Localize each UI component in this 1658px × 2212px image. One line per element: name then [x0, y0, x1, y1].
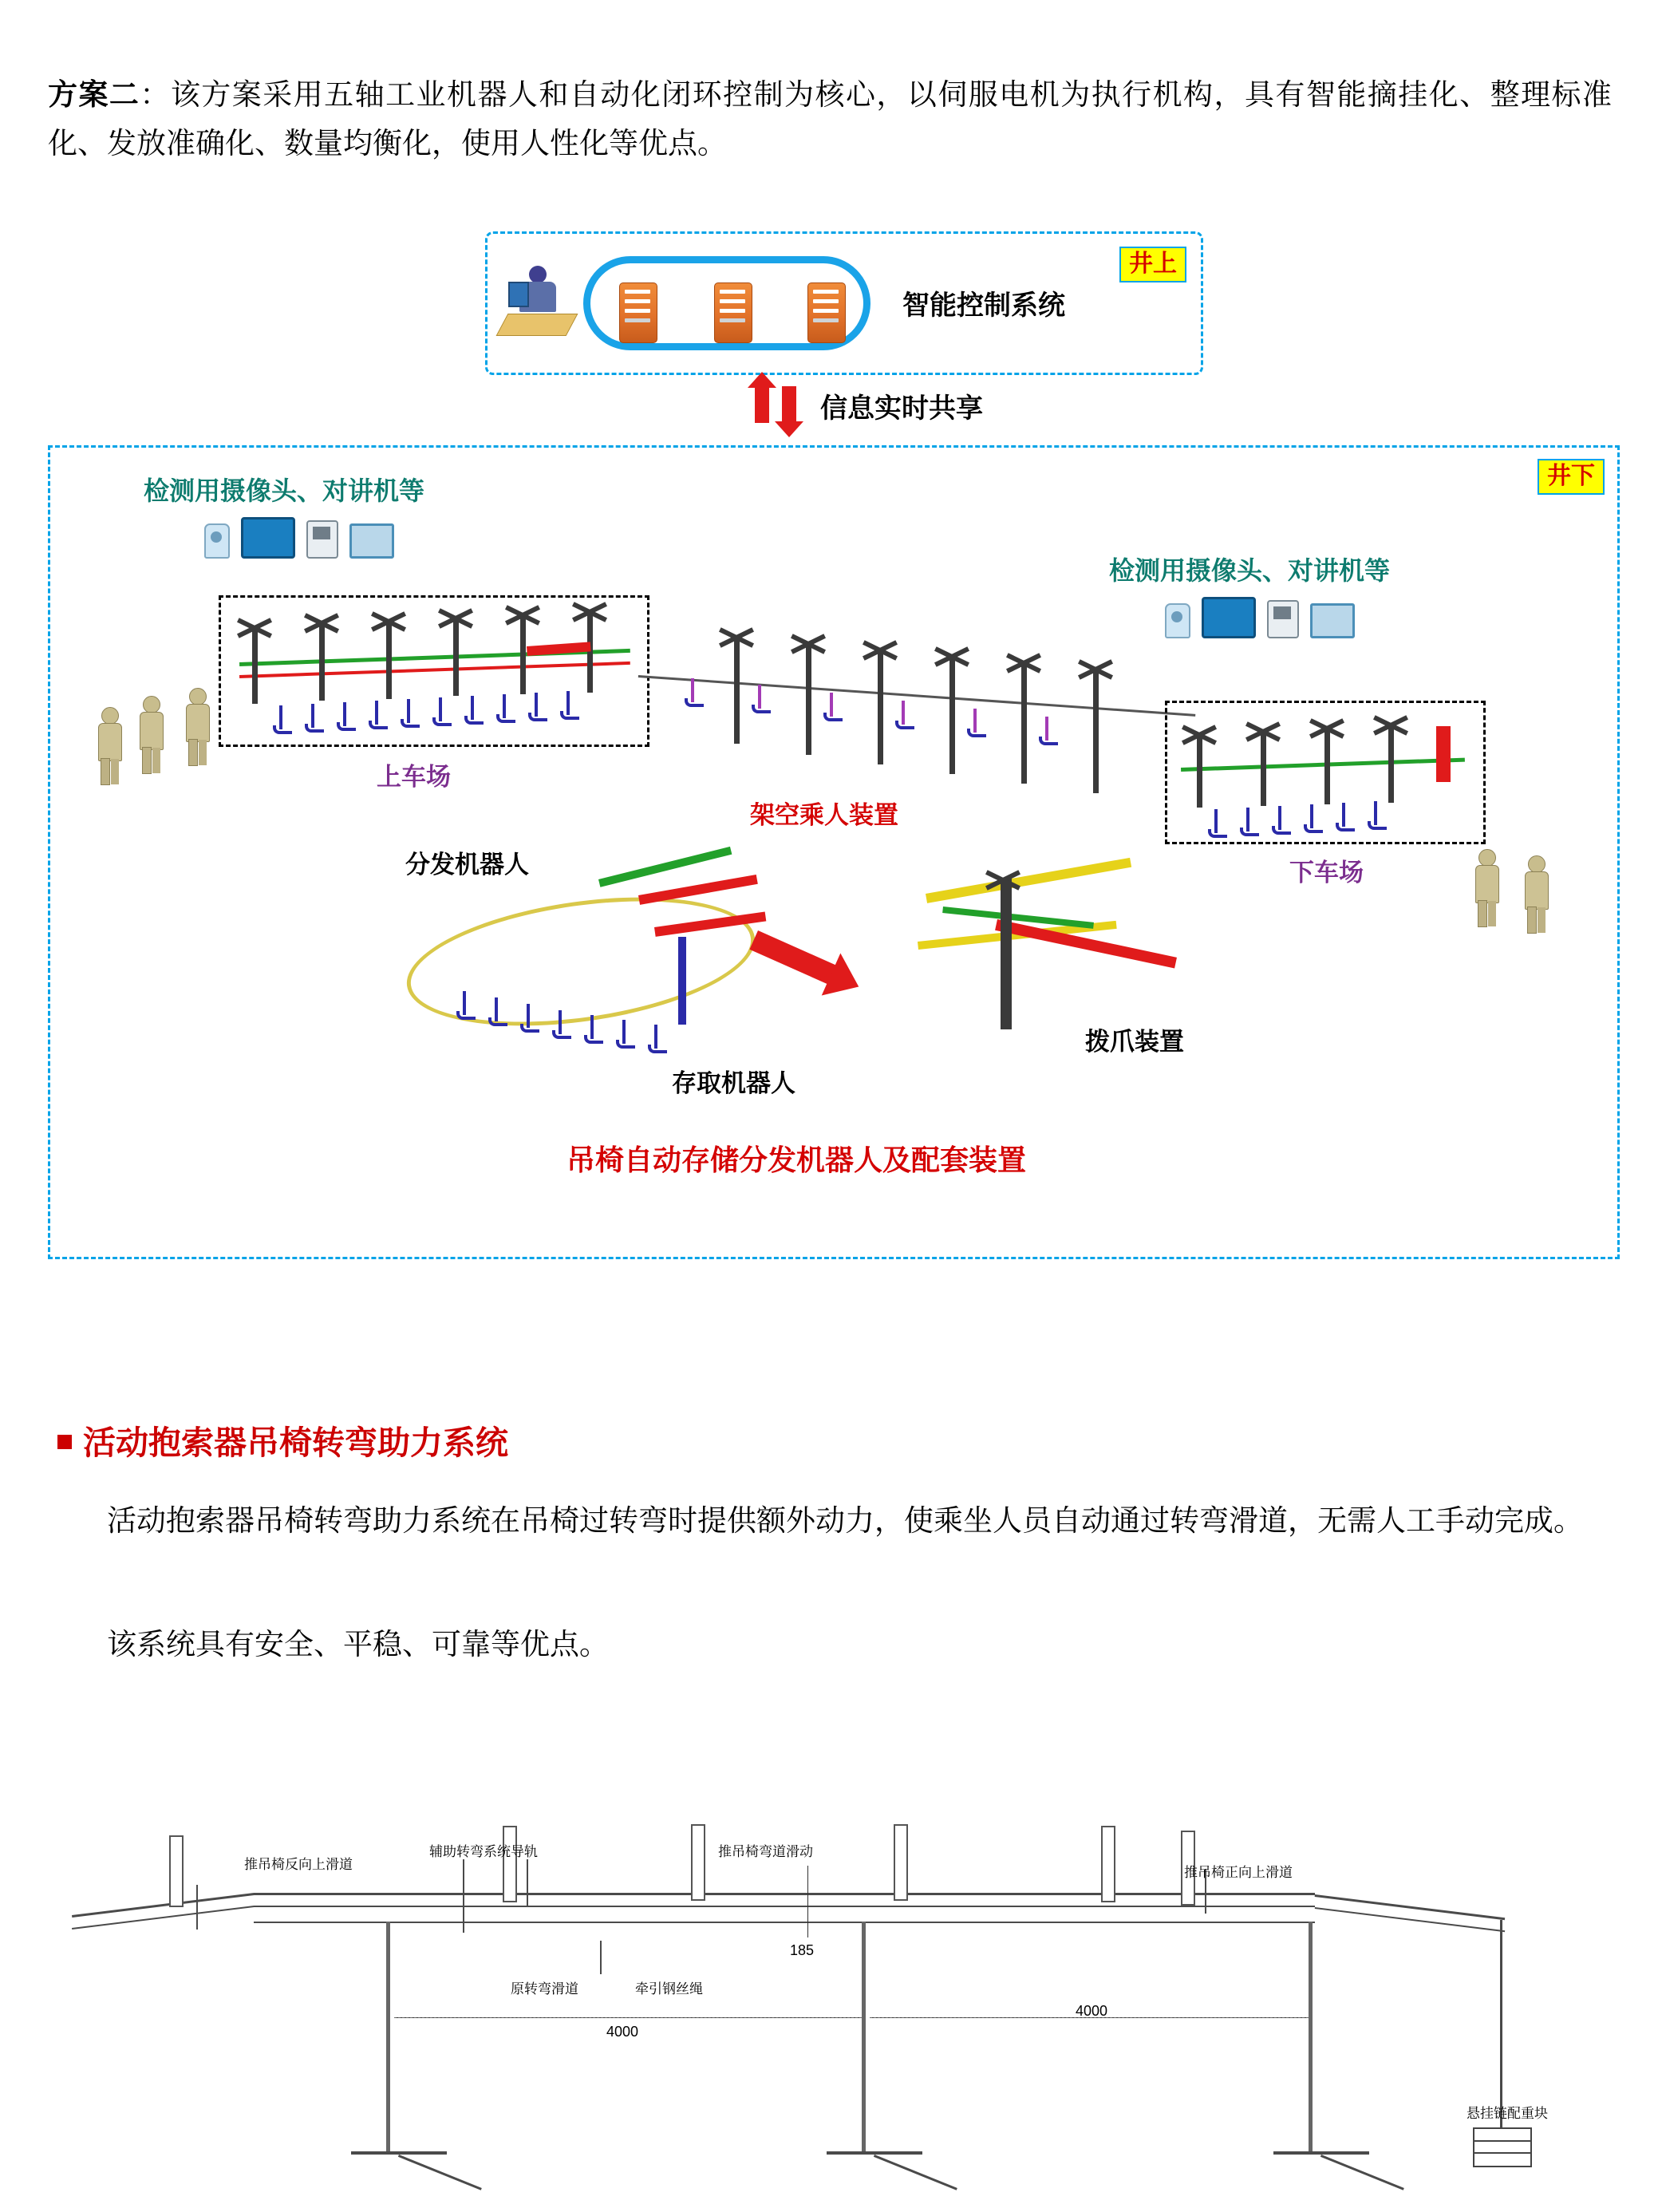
rail-left-incline-2	[72, 1906, 255, 1930]
camera-icon	[1165, 603, 1190, 638]
rail-main-top	[254, 1893, 1315, 1895]
hanging-chair	[1214, 809, 1218, 833]
paragraph-1-text: 活动抱索器吊椅转弯助力系统在吊椅过转弯时提供额外动力，使乘坐人员自动通过转弯滑道，无需人工手动完成。	[107, 1505, 1583, 1538]
hanging-chair	[973, 709, 977, 733]
system-architecture-figure	[48, 231, 1620, 1261]
leader-line	[463, 1859, 464, 1933]
rail-right-incline-2	[1315, 1907, 1505, 1932]
underground-zone-tag: 井下	[1538, 459, 1605, 495]
cameras-right-label: 检测用摄像头、对讲机等	[1109, 556, 1391, 585]
claw-column	[1001, 878, 1012, 1029]
intro-lead: 方案二	[48, 79, 140, 112]
stand-leg	[862, 1922, 866, 2153]
hanging-chair	[566, 691, 570, 715]
operator-illustration	[502, 255, 575, 342]
hanging-chair	[343, 702, 346, 726]
label-forward-ramp: 推吊椅正向上滑道	[1184, 1865, 1293, 1880]
reference-dash-left	[394, 2017, 862, 2018]
tablet-icon	[1310, 603, 1355, 638]
miner-legs	[1478, 900, 1487, 927]
upper-station-label: 上车场	[377, 763, 451, 791]
stand-leg	[1309, 1922, 1313, 2153]
section-paragraph-2	[48, 1621, 1612, 1669]
dimension-185: 185	[790, 1942, 815, 1958]
rail-left-incline	[72, 1893, 255, 1918]
rail-main-mid	[254, 1906, 1315, 1907]
support-mast	[1197, 733, 1202, 808]
monitor-icon	[241, 517, 295, 559]
miner-legs	[142, 747, 152, 774]
desk-shape	[496, 314, 578, 336]
support-post	[169, 1835, 184, 1907]
miner-head	[143, 696, 160, 713]
hanging-chair	[1278, 806, 1281, 830]
surface-zone-box	[485, 231, 1203, 375]
section-paragraph-1	[48, 1498, 1612, 1546]
stand-brace	[1320, 2155, 1404, 2190]
arrow-up-icon	[755, 386, 769, 423]
stand-leg	[386, 1922, 390, 2153]
rail-right-incline	[1315, 1894, 1506, 1920]
reference-dash-right	[870, 2017, 1309, 2018]
access-robot-label: 存取机器人	[672, 1069, 795, 1097]
support-mast	[1093, 667, 1099, 793]
support-mast	[734, 635, 740, 744]
hanging-chair	[590, 1015, 594, 1039]
counterweight-rope	[1500, 1920, 1502, 2129]
label-original-curve: 原转弯滑道	[511, 1981, 578, 1997]
hanging-chair	[311, 704, 314, 728]
server-group-oval	[583, 256, 870, 350]
miner-body	[140, 712, 164, 750]
control-system-label: 智能控制系统	[902, 291, 1065, 321]
camera-icons-right	[1165, 597, 1355, 638]
support-post	[691, 1824, 705, 1901]
support-mast	[1021, 661, 1027, 784]
hanging-chair	[1310, 804, 1313, 828]
hanging-chair	[535, 693, 538, 717]
rail-main-bottom	[254, 1922, 1315, 1923]
overhead-device-label: 架空乘人装置	[750, 801, 898, 829]
label-traction-rope: 牵引钢丝绳	[635, 1981, 703, 1997]
dimension-4000-right: 4000	[1076, 2003, 1108, 2019]
miner-legs	[188, 739, 198, 766]
operator-monitor-icon	[508, 282, 529, 307]
miner-body	[98, 723, 122, 761]
server-icon	[807, 282, 846, 343]
hanging-chair	[495, 997, 498, 1021]
hanging-chair	[1342, 803, 1345, 827]
hanging-chair	[1246, 808, 1249, 831]
hanging-chair	[1374, 801, 1377, 825]
miner-head	[1528, 855, 1545, 873]
support-mast	[252, 626, 258, 704]
robot-column	[678, 937, 686, 1025]
hanging-chair	[503, 694, 506, 718]
hanging-chair	[830, 693, 833, 717]
label-counterweight: 悬挂链配重块	[1467, 2106, 1548, 2121]
miner-figure	[96, 707, 123, 784]
miner-body	[1525, 871, 1549, 910]
intercom-icon	[306, 520, 338, 559]
label-curve-slide: 推吊椅弯道滑动	[718, 1844, 813, 1859]
support-mast	[1261, 729, 1266, 806]
stand-brace	[398, 2155, 482, 2190]
stand-brace	[874, 2155, 957, 2190]
support-post	[503, 1826, 517, 1902]
operator-head	[529, 266, 547, 283]
miner-body	[186, 704, 210, 742]
leader-line	[527, 1859, 528, 1907]
support-mast	[453, 616, 459, 696]
miner-figure	[137, 696, 164, 772]
hanging-chair	[559, 1010, 562, 1034]
intro-text: ：该方案采用五轴工业机器人和自动化闭环控制为核心，以伺服电机为执行机构，具有智能摘挂化、整理标准化、发放准确化、数量均衡化，使用人性化等优点。	[48, 79, 1613, 161]
cameras-left-label: 检测用摄像头、对讲机等	[144, 476, 425, 505]
miner-head	[101, 707, 119, 725]
hanging-chair	[375, 701, 378, 725]
miner-legs	[101, 758, 110, 785]
info-share-label: 信息实时共享	[820, 394, 983, 424]
intro-paragraph	[48, 71, 1612, 168]
server-icon	[619, 282, 657, 343]
bullet-icon	[57, 1435, 72, 1449]
dimension-line-height	[807, 1866, 808, 1937]
support-mast	[386, 619, 392, 699]
figure1-caption: 吊椅自动存储分发机器人及配套装置	[566, 1144, 1027, 1176]
counterweight-block	[1473, 2127, 1532, 2167]
camera-icon	[204, 523, 230, 559]
leader-line	[196, 1885, 198, 1930]
hanging-chair	[902, 701, 905, 725]
miner-legs	[1527, 907, 1537, 934]
hanging-chair	[1045, 717, 1048, 741]
hanging-chair	[654, 1025, 657, 1049]
lower-station-label: 下车场	[1289, 859, 1364, 887]
tablet-icon	[349, 523, 394, 559]
leader-line	[600, 1941, 602, 1974]
hanging-chair	[279, 705, 282, 729]
support-post	[1101, 1826, 1115, 1902]
miner-figure	[1522, 855, 1549, 932]
support-mast	[878, 648, 883, 764]
monitor-icon	[1202, 597, 1256, 638]
hanging-chair	[471, 696, 474, 720]
camera-icons-left	[204, 517, 394, 559]
section-heading	[57, 1416, 508, 1463]
support-mast	[1388, 723, 1394, 803]
label-reverse-ramp: 推吊椅反向上滑道	[244, 1857, 353, 1872]
label-aux-rail: 辅助转弯系统导轨	[429, 1844, 538, 1859]
miner-head	[189, 688, 207, 705]
miner-body	[1475, 865, 1499, 903]
hanging-chair	[758, 685, 761, 709]
intercom-icon	[1267, 600, 1299, 638]
surface-zone-tag: 井上	[1119, 247, 1186, 282]
server-icon	[714, 282, 752, 343]
claw-device-label: 拨爪装置	[1085, 1028, 1184, 1056]
hanging-chair	[463, 991, 466, 1015]
dispatch-robot-label: 分发机器人	[405, 851, 529, 879]
section-heading-text: 活动抱索器吊椅转弯助力系统	[83, 1424, 508, 1461]
support-mast	[806, 642, 811, 755]
dimension-4000-left: 4000	[606, 2024, 639, 2040]
curve-assist-cad-figure	[48, 1764, 1612, 2178]
paragraph-2-text: 该系统具有安全、平稳、可靠等优点。	[107, 1629, 609, 1661]
hanging-chair	[691, 678, 694, 702]
hanging-chair	[622, 1020, 626, 1044]
hanging-chair	[527, 1004, 530, 1028]
hanging-chair	[407, 699, 410, 723]
support-mast	[319, 621, 325, 701]
arrow-down-icon	[782, 386, 796, 423]
support-mast	[949, 654, 955, 774]
support-mast	[520, 613, 526, 694]
support-post	[894, 1824, 908, 1901]
lower-manipulator	[1436, 726, 1451, 782]
support-mast	[1324, 726, 1330, 804]
miner-head	[1478, 849, 1496, 867]
miner-figure	[184, 688, 211, 764]
bidirectional-arrows-icon	[750, 380, 806, 436]
hanging-chair	[439, 697, 442, 721]
miner-figure	[1473, 849, 1500, 926]
